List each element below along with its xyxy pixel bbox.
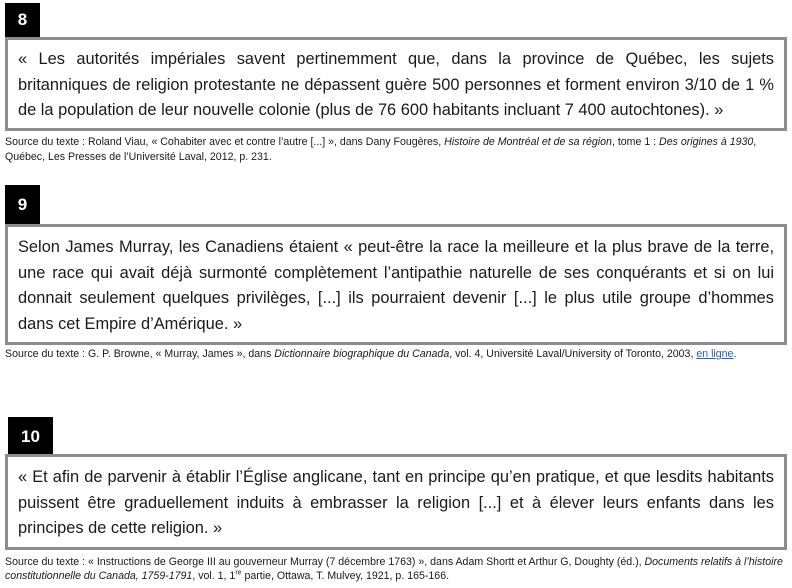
source-text: partie, Ottawa, T. Mulvey, 1921, p. 165-166. [241, 570, 450, 582]
quote-text: Selon James Murray, les Canadiens étaient « peut-être la race la meilleure et la plus brave de la terre, une race qui avait déjà surmonté complètement l’antipathie naturelle de ses conquérants et si on lui donnait seulement quelques privilèges, [...] ils pourraient devenir [...] le plus utile groupe d’hommes dans cet Empire d’Amérique. » [18, 238, 774, 333]
source-title: Histoire de Montréal et de sa région [444, 136, 612, 148]
online-link[interactable]: en ligne [696, 348, 734, 360]
source-title: Des origines à 1930 [659, 136, 754, 148]
document-number-badge [5, 3, 40, 37]
source-text: Source du texte : « Instructions de George III au gouverneur Murray (7 décembre 1763) », dans Adam Shortt et Arthur G, Doughty (éd.), [5, 556, 645, 568]
quote-text: « Les autorités impériales savent pertinemment que, dans la province de Québec, les sujets britanniques de religion protestante ne dépassent guère 500 personnes et forment environ 3/10 de 1 % de la population de leur nouvelle colonie (plus de 76 600 habitants incluant 7 400 autochtones). » [18, 50, 774, 119]
document-number: 9 [17, 194, 28, 214]
source-citation [5, 135, 785, 165]
source-citation [5, 347, 785, 362]
quote-box [5, 224, 787, 345]
quote-box [5, 37, 787, 131]
ordinal-superscript: re [235, 569, 242, 577]
source-text: Source du texte : G. P. Browne, « Murray, James », dans [5, 348, 275, 360]
document-number-badge [5, 185, 40, 224]
source-text: . [733, 348, 737, 360]
source-text: , vol. 1, 1 [192, 570, 236, 582]
source-title: Documents relatifs à l’histoire constitutionnelle du Canada, 1759-1791 [5, 556, 783, 582]
source-text: , tome 1 : [611, 136, 660, 148]
quote-box [5, 454, 787, 550]
quote-text: « Et afin de parvenir à établir l’Église anglicane, tant en principe qu’en pratique, et que lesdits habitants puissent être graduellement induits à embrasser la religion [...] et à élever leurs enfants dans les principes de cette religion. » [18, 468, 774, 537]
source-citation [5, 555, 790, 583]
source-text: Source du texte : Roland Viau, « Cohabiter avec et contre l’autre [...] », dans Dany Fougères, [5, 136, 445, 148]
source-title: Dictionnaire biographique du Canada [274, 348, 450, 360]
source-text: , Québec, Les Presses de l’Université Laval, 2012, p. 231. [5, 136, 757, 163]
document-number: 10 [21, 426, 40, 446]
document-number: 8 [17, 10, 28, 29]
document-number-badge [8, 417, 53, 456]
source-text: , vol. 4, Université Laval/University of Toronto, 2003, [449, 348, 697, 360]
